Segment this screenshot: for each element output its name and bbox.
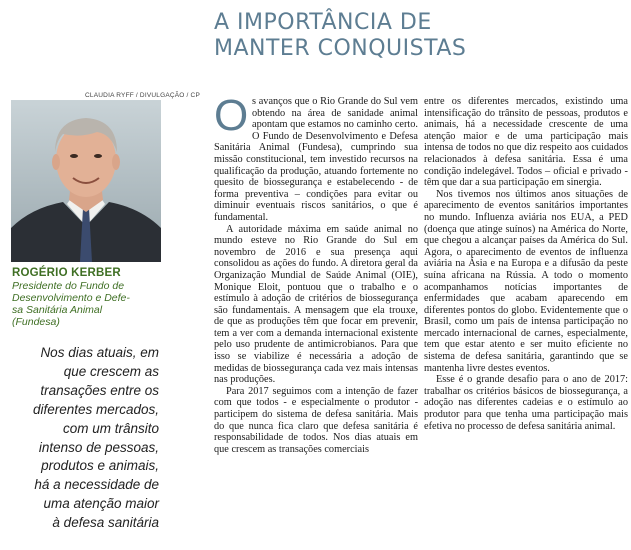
pull-quote-line: à defesa sanitária [52,515,159,531]
author-name: ROGÉRIO KERBER [12,267,121,279]
photo-credit: CLAUDIA RYFF / DIVULGAÇÃO / CP [85,92,200,99]
article-column-1 [214,91,418,455]
author-role-line: Desenvolvimento e Defe- [12,292,130,304]
article-title [214,10,514,62]
pull-quote-line: produtos e animais, [41,458,159,474]
pull-quote-line: intenso de pessoas, [38,439,159,455]
pull-quote [8,344,159,533]
drop-cap: O [214,91,249,140]
pull-quote-line: que crescem as [63,363,159,379]
article-column-2 [424,96,628,432]
pull-quote-line: transações entre os [40,382,159,398]
pull-quote-line: uma atenção maior [43,496,159,512]
author-role [12,280,162,328]
article-paragraph: Para 2017 seguimos com a intenção de fazer com que todos - e especialmente o produtor - participem do sistema de defesa sanitária. Mais do que nunca fica claro que defesa sanitária é responsabilidade de todos. Nos dias atuais em que crescem as transações comerciais [214,385,418,455]
article-paragraph: Nos tivemos nos últimos anos situações de aparecimento de eventos sanitários importantes no mundo. Influenza aviária nos EUA, a PED (doença que atinge suínos) na América do Norte, que chegou a alcançar países da América do Sul. Agora, o aparecimento de eventos de influenza aviária na Ásia e na Europa e a difusão da peste suína africana na Rússia. A todo o momento acompanhamos notícias importantes de enfermidades que acabam aparecendo em diferentes pontos do globo. Evidentemente que o Brasil, como um país de intensa participação no mercado internacional de carnes, especialmente, tem que estar atento e ser muito eficiente no sistema de defesa sanitária, garantindo que se mantenha livre destes eventos. [424,188,628,374]
title-line-1: A IMPORTÂNCIA DE [214,10,432,35]
pull-quote-line: há a necessidade de [34,477,159,493]
author-role-line: Presidente do Fundo de [12,280,125,292]
pull-quote-line: Nos dias atuais, em [40,345,159,360]
author-photo [11,100,161,262]
author-portrait-image [11,100,161,262]
article-paragraph: A autoridade máxima em saúde animal no mundo esteve no Rio Grande do Sul em novembro de 2016 e sua presença aqui consolidou as ações do fundo. A diretora geral da Organização Mundial de Saúde Animal (OIE), Monique Eloit, pontuou que o trabalho e o estímulo à adoção de critérios de biossegurança são fundamentais. A mensagem que ela trouxe, de que as produções têm que focar em prevenir, tem a ver com a demanda internacional existente pelo uso prudente de antimicrobianos. Para que isso se viabilize é necessária a adoção de medidas de biossegurança cada vez mais intensas nas produções. [214,223,418,386]
pull-quote-line: diferentes mercados, [32,401,159,417]
author-role-line: sa Sanitária Animal [12,304,103,316]
article-paragraph: entre os diferentes mercados, existindo uma intensificação do trânsito de pessoas, produtos e animais, há a necessidade crescente de uma atenção maior e de uma participação mais intensa de todos no que diz respeito aos cuidados relacionados à defesa sanitária. Essa é uma condição indelegável. Todos – oficial e privado - têm que dar a sua participação em sinergia. [424,96,628,189]
title-line-2: MANTER CONQUISTAS [214,36,467,61]
paragraph-text: s avanços que o Rio Grande do Sul vem obtendo na área de sanidade animal apontam que estamos no caminho certo. O Fundo de Desenvolvimento e Defesa Sanitária Animal (Fundesa), cumprindo sua missão constitucional, tem investido recursos na qualificação da produção, atuando fortemente no quesito de biossegurança e estabelecendo - de forma preventiva – condições para evitar ou diminuir eventuais riscos sanitários, o que é fundamental. [214,96,418,223]
pull-quote-line: com um trânsito [62,420,159,436]
author-role-line: (Fundesa) [12,316,60,328]
article-paragraph [214,91,418,224]
article-paragraph: Esse é o grande desafio para o ano de 2017: trabalhar os critérios básicos de biossegurança, a adoção nas diferentes cadeias e o estímulo ao produtor para que tenha uma participação mais efetiva no processo de defesa sanitária animal. [424,374,628,432]
